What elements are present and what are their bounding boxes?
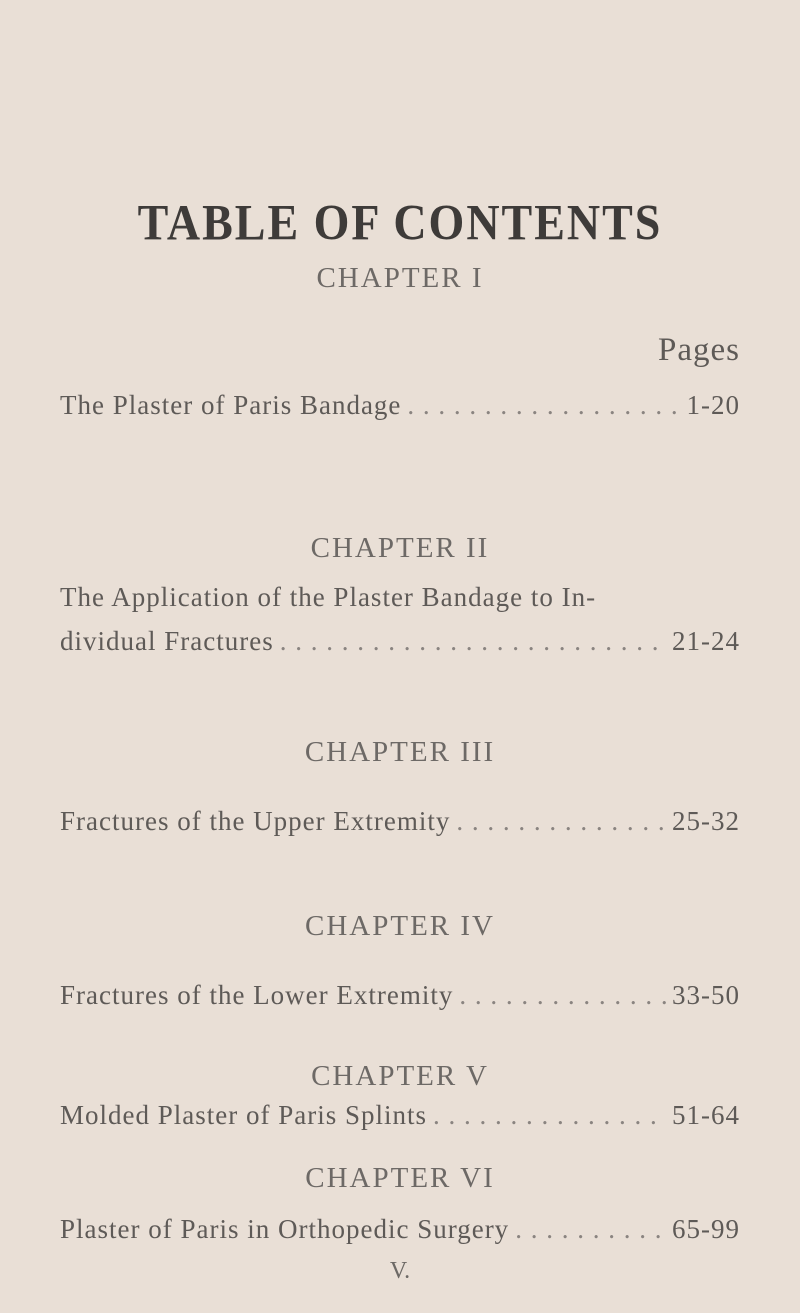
chapter-title: Plaster of Paris in Orthopedic Surgery <box>60 1214 510 1244</box>
dot-leader <box>280 626 666 657</box>
toc-entry[interactable] <box>60 390 740 421</box>
pages-column-label: Pages <box>658 332 740 368</box>
toc-entry[interactable] <box>60 980 740 1011</box>
chapter-heading: CHAPTER V <box>311 1060 489 1092</box>
toc-entry[interactable] <box>60 1100 740 1131</box>
page-range: 33-50 <box>672 980 740 1010</box>
chapter-heading: CHAPTER III <box>304 736 496 768</box>
toc-entry[interactable] <box>60 1214 740 1245</box>
dot-leader <box>456 806 666 837</box>
toc-entry[interactable] <box>60 626 740 657</box>
chapter-title: The Plaster of Paris Bandage <box>60 390 402 420</box>
dot-leader <box>407 390 680 421</box>
chapter-title: Fractures of the Lower Extremity <box>60 980 454 1010</box>
dot-leader <box>433 1100 666 1131</box>
chapter-heading: CHAPTER IV <box>305 910 495 942</box>
chapter-title-line[interactable]: The Application of the Plaster Bandage to In- <box>60 582 597 612</box>
dot-leader <box>459 980 666 1011</box>
page-range: 25-32 <box>672 806 740 836</box>
page-range: 1-20 <box>686 390 740 420</box>
chapter-title: Molded Plaster of Paris Splints <box>60 1100 427 1130</box>
toc-entry[interactable] <box>60 806 740 837</box>
page-range: 51-64 <box>672 1100 740 1130</box>
dot-leader <box>515 1214 666 1245</box>
page-range: 21-24 <box>672 626 740 656</box>
chapter-title: Fractures of the Upper Extremity <box>60 806 451 836</box>
page-range: 65-99 <box>672 1214 740 1244</box>
page-folio: V. <box>389 1258 411 1284</box>
chapter-heading: CHAPTER VI <box>305 1162 495 1194</box>
page-title: TABLE OF CONTENTS <box>137 194 663 251</box>
chapter-heading: CHAPTER I <box>316 262 484 294</box>
chapter-heading: CHAPTER II <box>310 532 490 564</box>
chapter-title: dividual Fractures <box>60 626 274 656</box>
